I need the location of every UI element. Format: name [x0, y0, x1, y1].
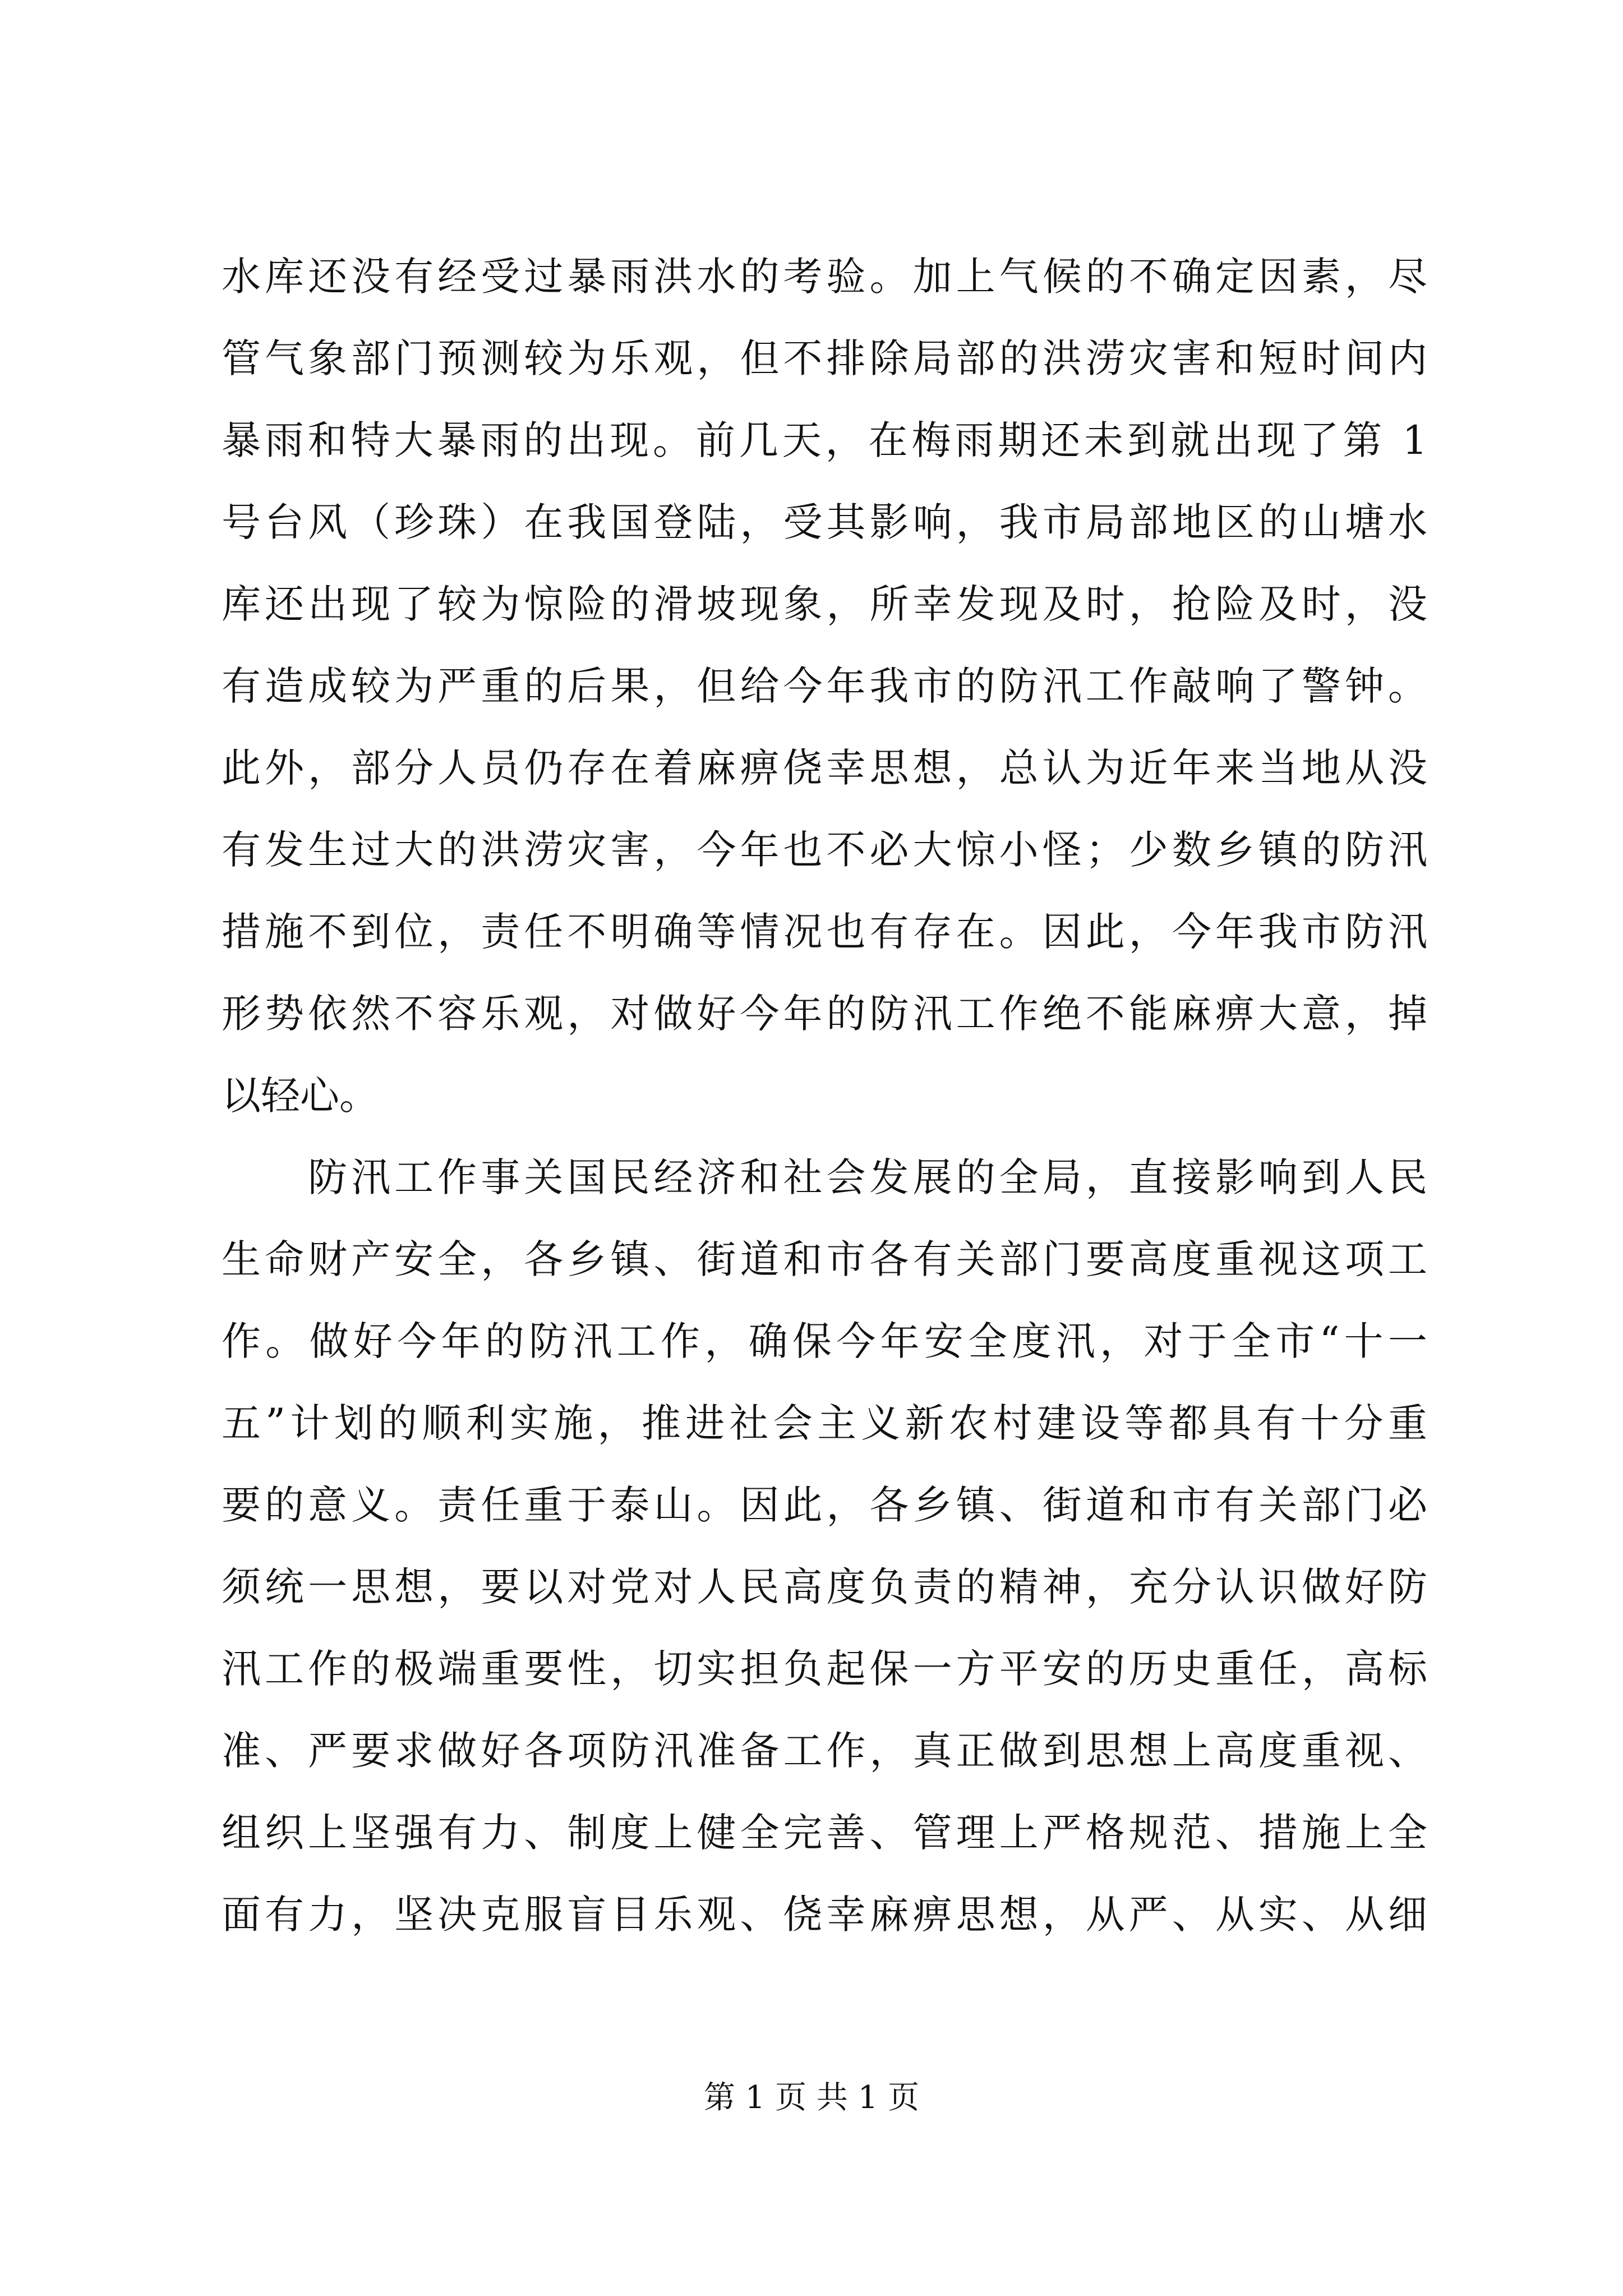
page-footer: [0, 2076, 1623, 2120]
text-line: 准、严要求做好各项防汛准备工作，真正做到思想上高度重视、: [222, 1728, 1427, 1774]
text-line: 防汛工作事关国民经济和社会发展的全局，直接影响到人民: [222, 1154, 1427, 1200]
text-line: 以轻心。: [222, 1073, 379, 1119]
text-line: 须统一思想，要以对党对人民高度负责的精神，充分认识做好防: [222, 1564, 1427, 1610]
text-line: 有造成较为严重的后果，但给今年我市的防汛工作敲响了警钟。: [222, 663, 1427, 709]
text-line: 组织上坚强有力、制度上健全完善、管理上严格规范、措施上全: [222, 1810, 1427, 1856]
text-line: 库还出现了较为惊险的滑坡现象，所幸发现及时，抢险及时，没: [222, 581, 1427, 627]
text-line: 暴雨和特大暴雨的出现。前几天，在梅雨期还未到就出现了第 1: [222, 417, 1427, 463]
text-line: 措施不到位，责任不明确等情况也有存在。因此，今年我市防汛: [222, 909, 1427, 955]
text-line: 汛工作的极端重要性，切实担负起保一方平安的历史重任，高标: [222, 1646, 1427, 1692]
text-line: 要的意义。责任重于泰山。因此，各乡镇、街道和市有关部门必: [222, 1482, 1427, 1528]
document-body: [222, 236, 1427, 1955]
text-line: 作。做好今年的防汛工作，确保今年安全度汛，对于全市“十一: [222, 1318, 1427, 1364]
text-line: 水库还没有经受过暴雨洪水的考验。加上气候的不确定因素，尽: [222, 254, 1427, 300]
text-line: 号台风（珍珠）在我国登陆，受其影响，我市局部地区的山塘水: [222, 499, 1427, 545]
text-line: 此外，部分人员仍存在着麻痹侥幸思想，总认为近年来当地从没: [222, 745, 1427, 791]
text-line: 有发生过大的洪涝灾害，今年也不必大惊小怪；少数乡镇的防汛: [222, 827, 1427, 873]
text-line: 五”计划的顺利实施，推进社会主义新农村建设等都具有十分重: [222, 1400, 1427, 1446]
text-line: 生命财产安全，各乡镇、街道和市各有关部门要高度重视这项工: [222, 1236, 1427, 1282]
text-line: 面有力，坚决克服盲目乐观、侥幸麻痹思想，从严、从实、从细: [222, 1892, 1427, 1938]
text-line: 形势依然不容乐观，对做好今年的防汛工作绝不能麻痹大意，掉: [222, 991, 1427, 1037]
page-number-label: 第 1 页 共 1 页: [703, 2079, 920, 2116]
text-line: 管气象部门预测较为乐观，但不排除局部的洪涝灾害和短时间内: [222, 335, 1427, 381]
